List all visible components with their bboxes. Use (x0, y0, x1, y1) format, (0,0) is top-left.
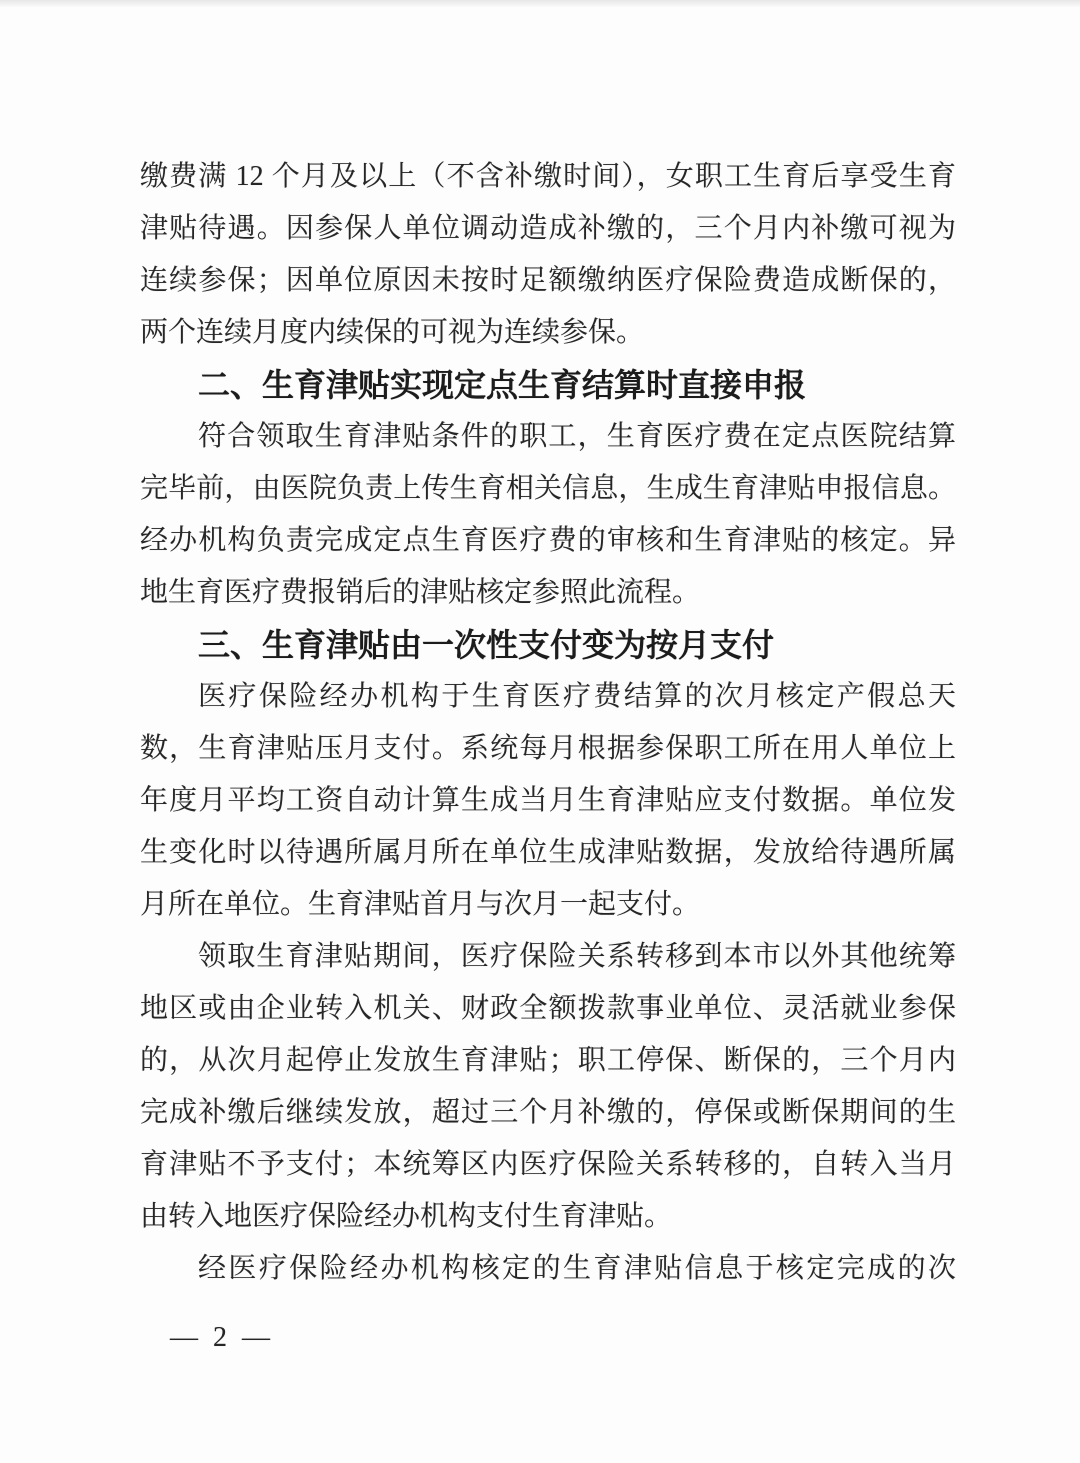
section-heading-3: 三、生育津贴由一次性支付变为按月支付 (198, 627, 775, 663)
text-block (140, 151, 956, 1295)
paragraph-line: 符合领取生育津贴条件的职工，生育医疗费在定点医院结算 (198, 421, 956, 452)
page-number: — 2 — (170, 1322, 274, 1353)
paragraph-line: 连续参保；因单位原因未按时足额缴纳医疗保险费造成断保的， (140, 265, 956, 296)
paragraph-line: 由转入地医疗保险经办机构支付生育津贴。 (140, 1201, 673, 1232)
paragraph-line: 缴费满 12 个月及以上（不含补缴时间），女职工生育后享受生育 (140, 161, 956, 192)
paragraph-line: 津贴待遇。因参保人单位调动造成补缴的，三个月内补缴可视为 (140, 213, 956, 244)
paragraph-line: 的，从次月起停止发放生育津贴；职工停保、断保的，三个月内 (140, 1045, 956, 1076)
paragraph-line: 两个连续月度内续保的可视为连续参保。 (140, 317, 645, 348)
paragraph-line: 育津贴不予支付；本统筹区内医疗保险关系转移的，自转入当月 (140, 1149, 956, 1180)
section-heading-2: 二、生育津贴实现定点生育结算时直接申报 (198, 367, 807, 403)
paragraph-line: 数，生育津贴压月支付。系统每月根据参保职工所在用人单位上 (140, 733, 956, 764)
paragraph-line: 经医疗保险经办机构核定的生育津贴信息于核定完成的次 (198, 1253, 956, 1284)
paragraph-line: 领取生育津贴期间，医疗保险关系转移到本市以外其他统筹 (198, 941, 956, 972)
paragraph-line: 月所在单位。生育津贴首月与次月一起支付。 (140, 889, 701, 920)
paragraph-line: 地区或由企业转入机关、财政全额拨款事业单位、灵活就业参保 (140, 993, 956, 1024)
paragraph-line: 生变化时以待遇所属月所在单位生成津贴数据，发放给待遇所属 (140, 837, 956, 868)
paragraph-line: 完毕前，由医院负责上传生育相关信息，生成生育津贴申报信息。 (140, 473, 956, 504)
paragraph-line: 年度月平均工资自动计算生成当月生育津贴应支付数据。单位发 (140, 785, 956, 816)
paragraph-line: 地生育医疗费报销后的津贴核定参照此流程。 (140, 577, 701, 608)
paragraph-line: 完成补缴后继续发放，超过三个月补缴的，停保或断保期间的生 (140, 1097, 956, 1128)
paragraph-line: 医疗保险经办机构于生育医疗费结算的次月核定产假总天 (198, 681, 956, 712)
paragraph-line: 经办机构负责完成定点生育医疗费的审核和生育津贴的核定。异 (140, 525, 956, 556)
